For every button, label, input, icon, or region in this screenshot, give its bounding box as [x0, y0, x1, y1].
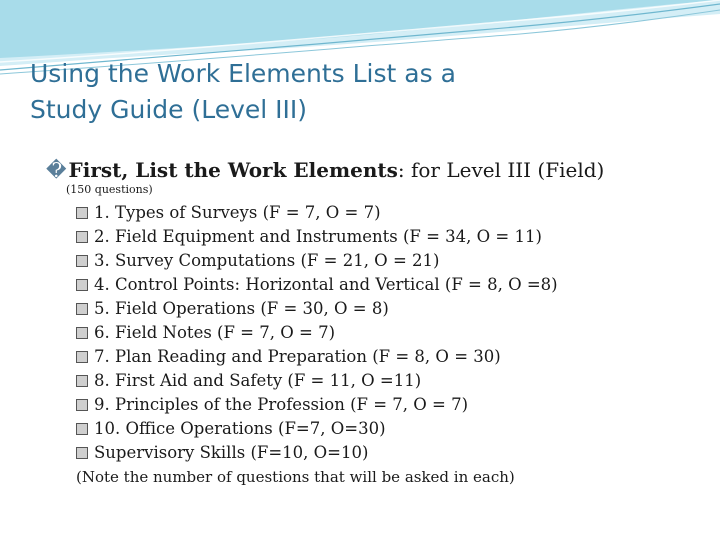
- list-item: [76, 369, 558, 393]
- list-item-text: 1. Types of Surveys (F = 7, O = 7): [94, 203, 381, 222]
- question-count-subheading: (150 questions): [66, 183, 153, 196]
- list-item-text: 9. Principles of the Profession (F = 7, O = 7): [94, 395, 469, 414]
- square-bullet-icon: [76, 231, 88, 243]
- list-item: [76, 321, 558, 345]
- square-bullet-icon: [76, 399, 88, 411]
- list-item: [76, 225, 558, 249]
- square-bullet-icon: [76, 447, 88, 459]
- square-bullet-icon: [76, 279, 88, 291]
- square-bullet-icon: [76, 423, 88, 435]
- list-item-text: 10. Office Operations (F=7, O=30): [94, 419, 386, 438]
- square-bullet-icon: [76, 207, 88, 219]
- list-item-text: 4. Control Points: Horizontal and Vertical (F = 8, O =8): [94, 275, 558, 294]
- slide-title-line-2: Study Guide (Level III): [30, 95, 308, 124]
- section-heading: [46, 156, 604, 184]
- wave-band-front: [0, 0, 720, 58]
- list-item-text: 3. Survey Computations (F = 21, O = 21): [94, 251, 440, 270]
- square-bullet-icon: [76, 375, 88, 387]
- slide-title-line-1: Using the Work Elements List as a: [30, 59, 456, 88]
- list-item: [76, 201, 558, 225]
- list-item: [76, 417, 558, 441]
- list-item-text: 2. Field Equipment and Instruments (F = 34, O = 11): [94, 227, 542, 246]
- work-elements-list: [76, 201, 558, 465]
- heading-rest-text: : for Level III (Field): [397, 158, 605, 182]
- list-item: [76, 345, 558, 369]
- heading-bullet-icon: �: [46, 158, 67, 182]
- list-item-text: 7. Plan Reading and Preparation (F = 8, O = 30): [94, 347, 501, 366]
- list-item: [76, 273, 558, 297]
- list-item: [76, 249, 558, 273]
- list-item-text: 8. First Aid and Safety (F = 11, O =11): [94, 371, 422, 390]
- square-bullet-icon: [76, 303, 88, 315]
- square-bullet-icon: [76, 327, 88, 339]
- square-bullet-icon: [76, 255, 88, 267]
- heading-bold-text: First, List the Work Elements: [68, 158, 398, 182]
- list-item: [76, 441, 558, 465]
- list-item: [76, 393, 558, 417]
- footnote: (Note the number of questions that will be asked in each): [76, 468, 515, 486]
- square-bullet-icon: [76, 351, 88, 363]
- list-item: [76, 297, 558, 321]
- list-item-text: 5. Field Operations (F = 30, O = 8): [94, 299, 389, 318]
- list-item-text: 6. Field Notes (F = 7, O = 7): [94, 323, 336, 342]
- list-item-text: Supervisory Skills (F=10, O=10): [94, 443, 369, 462]
- slide-title: [30, 56, 670, 128]
